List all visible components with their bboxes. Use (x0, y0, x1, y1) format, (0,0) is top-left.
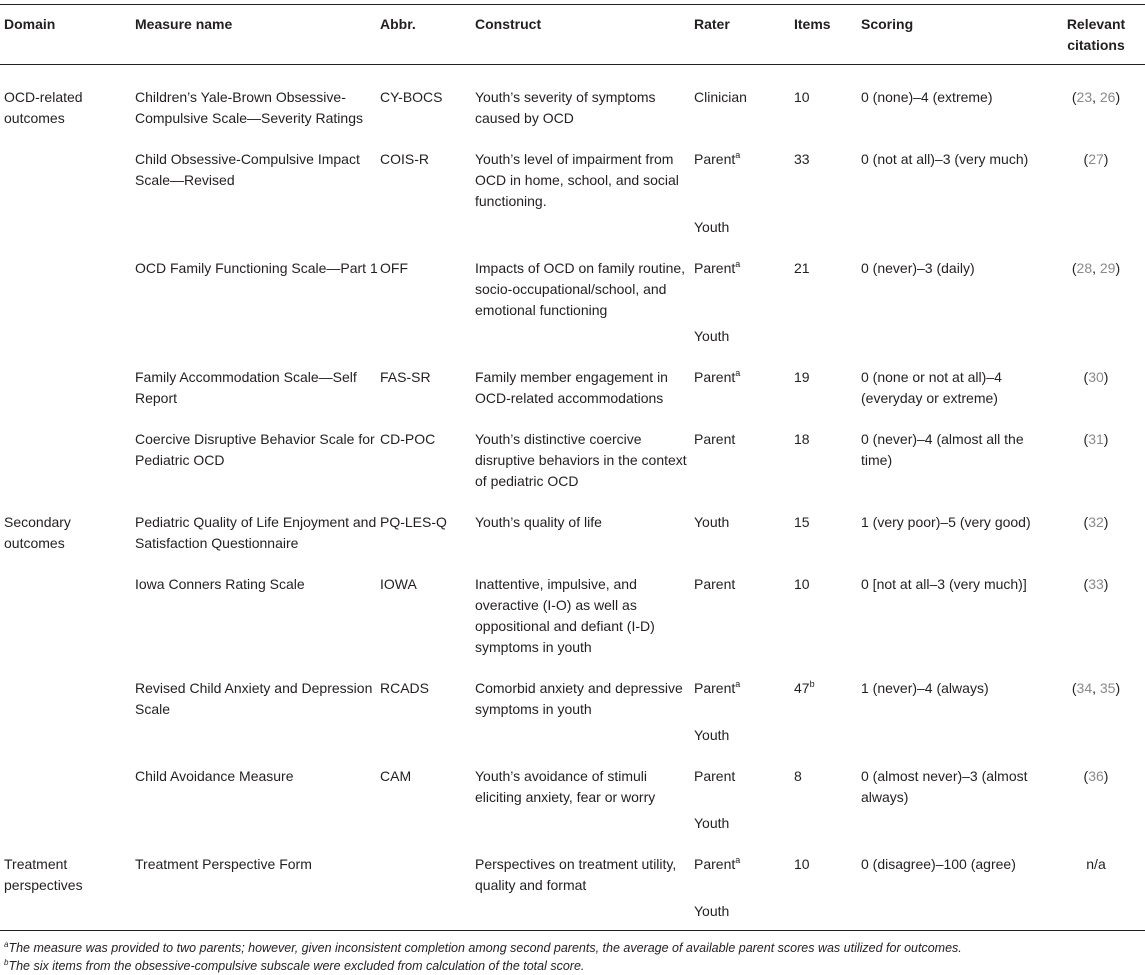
items-text: 10 (794, 576, 810, 592)
table-row (0, 554, 1145, 658)
items-text: 15 (794, 514, 810, 530)
cell-cite: (27) (1083, 151, 1109, 167)
measure-text: Treatment Perspective Form (135, 856, 312, 872)
cell-abbr (380, 492, 475, 554)
cell-cite (1047, 321, 1145, 347)
scoring-text: 0 (none)–4 (extreme) (861, 89, 993, 105)
cell-cite (1047, 720, 1145, 746)
construct-text: Family member engagement in OCD-related accommodations (475, 369, 668, 406)
cell-items (794, 409, 861, 492)
cell-abbr (380, 746, 475, 808)
table-row (0, 238, 1145, 321)
items-text: 10 (794, 856, 810, 872)
cell-domain (0, 746, 135, 808)
citation-link[interactable]: 34 (1076, 680, 1093, 696)
footnote-text: The measure was provided to two parents; however, given inconsistent completion among second parents, the average of available parent scores was utilized for outcomes. (8, 941, 962, 955)
cell-measure (135, 212, 380, 238)
construct-text: Perspectives on treatment utility, quality and format (475, 856, 677, 893)
citation-link[interactable]: 32 (1088, 514, 1104, 530)
cell-measure (135, 409, 380, 492)
cell-rater (694, 65, 794, 130)
citation-link[interactable]: 28 (1076, 260, 1093, 276)
cell-abbr (380, 212, 475, 238)
cell-scoring (861, 746, 1047, 808)
rater-text: Parent (694, 680, 736, 696)
cell-construct (475, 212, 694, 238)
cell-domain (0, 720, 135, 746)
cell-items (794, 720, 861, 746)
cell-domain (0, 808, 135, 834)
cell-cite: (23, 26) (1071, 89, 1121, 105)
rater-text: Parent (694, 768, 736, 784)
cell-scoring (861, 834, 1047, 896)
cell-construct (475, 238, 694, 321)
table-row (0, 834, 1145, 896)
cell-scoring (861, 554, 1047, 658)
construct-text: Youth’s severity of symptoms caused by OCD (475, 89, 656, 126)
cell-measure (135, 347, 380, 409)
footnote-marker: a (735, 855, 741, 865)
rater-text: Clinician (694, 89, 747, 105)
cell-abbr (380, 808, 475, 834)
cell-rater (694, 347, 794, 409)
rater-text: Youth (694, 815, 730, 831)
footnote-marker: a (735, 150, 741, 160)
footnote-mark: b (4, 958, 9, 967)
citation-link[interactable]: 26 (1099, 89, 1116, 105)
rater-text: Parent (694, 856, 736, 872)
rater-text: Parent (694, 576, 736, 592)
cell-rater (694, 746, 794, 808)
cell-cite: (28, 29) (1071, 260, 1121, 276)
cell-construct (475, 834, 694, 896)
rater-text: Parent (694, 369, 736, 385)
table-row (0, 347, 1145, 409)
cell-items (794, 834, 861, 896)
citation-link[interactable]: 23 (1076, 89, 1093, 105)
cell-domain (0, 65, 135, 130)
cell-rater (694, 409, 794, 492)
cell-domain (0, 347, 135, 409)
cell-domain (0, 212, 135, 238)
items-text: 18 (794, 431, 810, 447)
scoring-text: 0 (never)–3 (daily) (861, 260, 975, 276)
header-abbr: Abbr. (380, 5, 475, 65)
citation-link[interactable]: 36 (1088, 768, 1104, 784)
cell-items (794, 492, 861, 554)
cell-scoring (861, 65, 1047, 130)
abbr-text: CAM (380, 768, 412, 784)
construct-text: Youth’s avoidance of stimuli eliciting anxiety, fear or worry (475, 768, 656, 805)
cell-construct (475, 65, 694, 130)
cell-rater (694, 129, 794, 212)
scoring-text: 0 (disagree)–100 (agree) (861, 856, 1016, 872)
cell-domain (0, 896, 135, 931)
cell-rater (694, 212, 794, 238)
cell-domain (0, 238, 135, 321)
header-construct: Construct (475, 5, 694, 65)
header-rater: Rater (694, 5, 794, 65)
cell-items (794, 347, 861, 409)
footnote-marker: a (735, 679, 741, 689)
cell-cite (1047, 834, 1145, 896)
rater-text: Parent (694, 260, 736, 276)
cell-abbr (380, 129, 475, 212)
scoring-text: 0 (none or not at all)–4 (everyday or extreme) (861, 369, 1002, 406)
cell-cite: (34, 35) (1071, 680, 1121, 696)
cell-cite: (32) (1083, 514, 1109, 530)
cell-items (794, 554, 861, 658)
cell-scoring (861, 212, 1047, 238)
table-row (0, 492, 1145, 554)
construct-text: Comorbid anxiety and depressive symptoms in youth (475, 680, 683, 717)
cell-construct (475, 492, 694, 554)
cell-construct (475, 554, 694, 658)
cell-abbr (380, 238, 475, 321)
header-domain: Domain (0, 5, 135, 65)
cell-rater (694, 720, 794, 746)
cell-scoring (861, 808, 1047, 834)
cell-measure (135, 746, 380, 808)
cell-rater (694, 658, 794, 720)
cell-scoring (861, 658, 1047, 720)
cell-scoring (861, 238, 1047, 321)
construct-text: Youth’s level of impairment from OCD in home, school, and social functioning. (475, 151, 679, 209)
footnote-marker: b (809, 679, 815, 689)
footnotes (0, 939, 1145, 975)
cell-construct (475, 808, 694, 834)
citation-link[interactable]: 30 (1088, 369, 1104, 385)
table-row (0, 808, 1145, 834)
cell-measure (135, 554, 380, 658)
cell-construct (475, 746, 694, 808)
construct-text: Inattentive, impulsive, and overactive (I-O) as well as oppositional and defiant (I-D) symptoms in youth (475, 576, 655, 655)
cell-abbr (380, 321, 475, 347)
rater-text: Youth (694, 328, 730, 344)
measure-text: Revised Child Anxiety and Depression Scale (135, 680, 373, 717)
cell-items (794, 808, 861, 834)
domain-text: Treatment perspectives (4, 856, 83, 893)
cell-domain (0, 409, 135, 492)
cell-cite (1047, 808, 1145, 834)
footnote-marker: a (735, 259, 741, 269)
citation-text: n/a (1086, 856, 1106, 872)
table-row (0, 321, 1145, 347)
items-text: 33 (794, 151, 810, 167)
scoring-text: 0 (almost never)–3 (almost always) (861, 768, 1028, 805)
items-text: 21 (794, 260, 810, 276)
table-row (0, 720, 1145, 746)
measure-text: OCD Family Functioning Scale—Part 1 (135, 260, 378, 276)
cell-abbr (380, 65, 475, 130)
header-scoring: Scoring (861, 5, 1047, 65)
citation-link[interactable]: 31 (1088, 431, 1104, 447)
measure-text: Child Avoidance Measure (135, 768, 294, 784)
cell-rater (694, 321, 794, 347)
domain-text: Secondary outcomes (4, 514, 71, 551)
footnote-mark: a (4, 940, 9, 949)
cell-domain (0, 834, 135, 896)
cell-abbr (380, 554, 475, 658)
cell-abbr (380, 409, 475, 492)
cell-domain (0, 492, 135, 554)
cell-cite: (33) (1083, 576, 1109, 592)
header-items: Items (794, 5, 861, 65)
cell-scoring (861, 347, 1047, 409)
cell-measure (135, 238, 380, 321)
rater-text: Parent (694, 151, 736, 167)
cell-measure (135, 65, 380, 130)
cell-items (794, 212, 861, 238)
cell-items (794, 746, 861, 808)
citation-link[interactable]: 29 (1099, 260, 1116, 276)
footnote-a (4, 939, 1145, 957)
cell-construct (475, 720, 694, 746)
cell-domain (0, 554, 135, 658)
cell-rater (694, 896, 794, 931)
rater-text: Parent (694, 431, 736, 447)
cell-rater (694, 834, 794, 896)
cell-items (794, 65, 861, 130)
abbr-text: CD-POC (380, 431, 436, 447)
footnote-b (4, 957, 1145, 975)
cell-measure (135, 658, 380, 720)
footnote-text: The six items from the obsessive-compulsive subscale were excluded from calculation of the total score. (8, 959, 585, 973)
cell-cite: (31) (1083, 431, 1109, 447)
cell-scoring (861, 720, 1047, 746)
cell-cite (1047, 212, 1145, 238)
construct-text: Youth’s distinctive coercive disruptive behaviors in the context of pediatric OCD (475, 431, 687, 489)
citation-link[interactable]: 33 (1088, 576, 1104, 592)
cell-items (794, 238, 861, 321)
measure-text: Children’s Yale-Brown Obsessive-Compulsive Scale—Severity Ratings (135, 89, 363, 126)
abbr-text: IOWA (380, 576, 417, 592)
cell-rater (694, 808, 794, 834)
cell-domain (0, 129, 135, 212)
cell-cite: (36) (1083, 768, 1109, 784)
cell-cite (1047, 896, 1145, 931)
table-row (0, 409, 1145, 492)
cell-measure (135, 492, 380, 554)
table-row (0, 212, 1145, 238)
abbr-text: COIS-R (380, 151, 429, 167)
citation-link[interactable]: 27 (1088, 151, 1104, 167)
cell-abbr (380, 896, 475, 931)
measure-text: Pediatric Quality of Life Enjoyment and Satisfaction Questionnaire (135, 514, 377, 551)
scoring-text: 1 (never)–4 (always) (861, 680, 989, 696)
measure-text: Iowa Conners Rating Scale (135, 576, 305, 592)
cell-rater (694, 238, 794, 321)
abbr-text: RCADS (380, 680, 430, 696)
cell-rater (694, 554, 794, 658)
items-text: 19 (794, 369, 810, 385)
rater-text: Youth (694, 219, 730, 235)
abbr-text: OFF (380, 260, 408, 276)
cell-items (794, 658, 861, 720)
construct-text: Impacts of OCD on family routine, socio-occupational/school, and emotional functioning (475, 260, 686, 318)
cell-construct (475, 321, 694, 347)
cell-abbr (380, 658, 475, 720)
header-citations: Relevant citations (1047, 5, 1145, 65)
abbr-text: PQ-LES-Q (380, 514, 447, 530)
cell-items (794, 129, 861, 212)
table-row (0, 896, 1145, 931)
rater-text: Youth (694, 903, 730, 919)
citation-link[interactable]: 35 (1099, 680, 1116, 696)
rater-text: Youth (694, 514, 730, 530)
cell-measure (135, 834, 380, 896)
table-row (0, 129, 1145, 212)
cell-abbr (380, 347, 475, 409)
cell-scoring (861, 321, 1047, 347)
cell-abbr (380, 720, 475, 746)
abbr-text: FAS-SR (380, 369, 431, 385)
table-row (0, 658, 1145, 720)
items-text: 47 (794, 680, 810, 696)
cell-measure (135, 129, 380, 212)
cell-domain (0, 321, 135, 347)
measures-table (0, 4, 1145, 931)
cell-construct (475, 409, 694, 492)
cell-measure (135, 808, 380, 834)
scoring-text: 0 (never)–4 (almost all the time) (861, 431, 1024, 468)
cell-construct (475, 129, 694, 212)
cell-measure (135, 720, 380, 746)
measure-text: Coercive Disruptive Behavior Scale for Pediatric OCD (135, 431, 375, 468)
scoring-text: 0 [not at all–3 (very much)] (861, 576, 1027, 592)
items-text: 8 (794, 768, 802, 784)
items-text: 10 (794, 89, 810, 105)
header-measure: Measure name (135, 5, 380, 65)
cell-items (794, 896, 861, 931)
table-row (0, 746, 1145, 808)
cell-abbr (380, 834, 475, 896)
construct-text: Youth’s quality of life (475, 514, 602, 530)
cell-scoring (861, 409, 1047, 492)
measure-text: Child Obsessive-Compulsive Impact Scale—Revised (135, 151, 360, 188)
cell-scoring (861, 492, 1047, 554)
cell-domain (0, 658, 135, 720)
cell-items (794, 321, 861, 347)
rater-text: Youth (694, 727, 730, 743)
scoring-text: 1 (very poor)–5 (very good) (861, 514, 1031, 530)
footnote-marker: a (735, 368, 741, 378)
abbr-text: CY-BOCS (380, 89, 443, 105)
cell-cite: (30) (1083, 369, 1109, 385)
cell-construct (475, 658, 694, 720)
measure-text: Family Accommodation Scale—Self Report (135, 369, 357, 406)
cell-construct (475, 347, 694, 409)
cell-measure (135, 896, 380, 931)
scoring-text: 0 (not at all)–3 (very much) (861, 151, 1029, 167)
table-body (0, 65, 1145, 931)
cell-measure (135, 321, 380, 347)
cell-scoring (861, 129, 1047, 212)
cell-construct (475, 896, 694, 931)
cell-scoring (861, 896, 1047, 931)
domain-text: OCD-related outcomes (4, 89, 83, 126)
table-row (0, 65, 1145, 130)
header-row (0, 5, 1145, 65)
cell-rater (694, 492, 794, 554)
